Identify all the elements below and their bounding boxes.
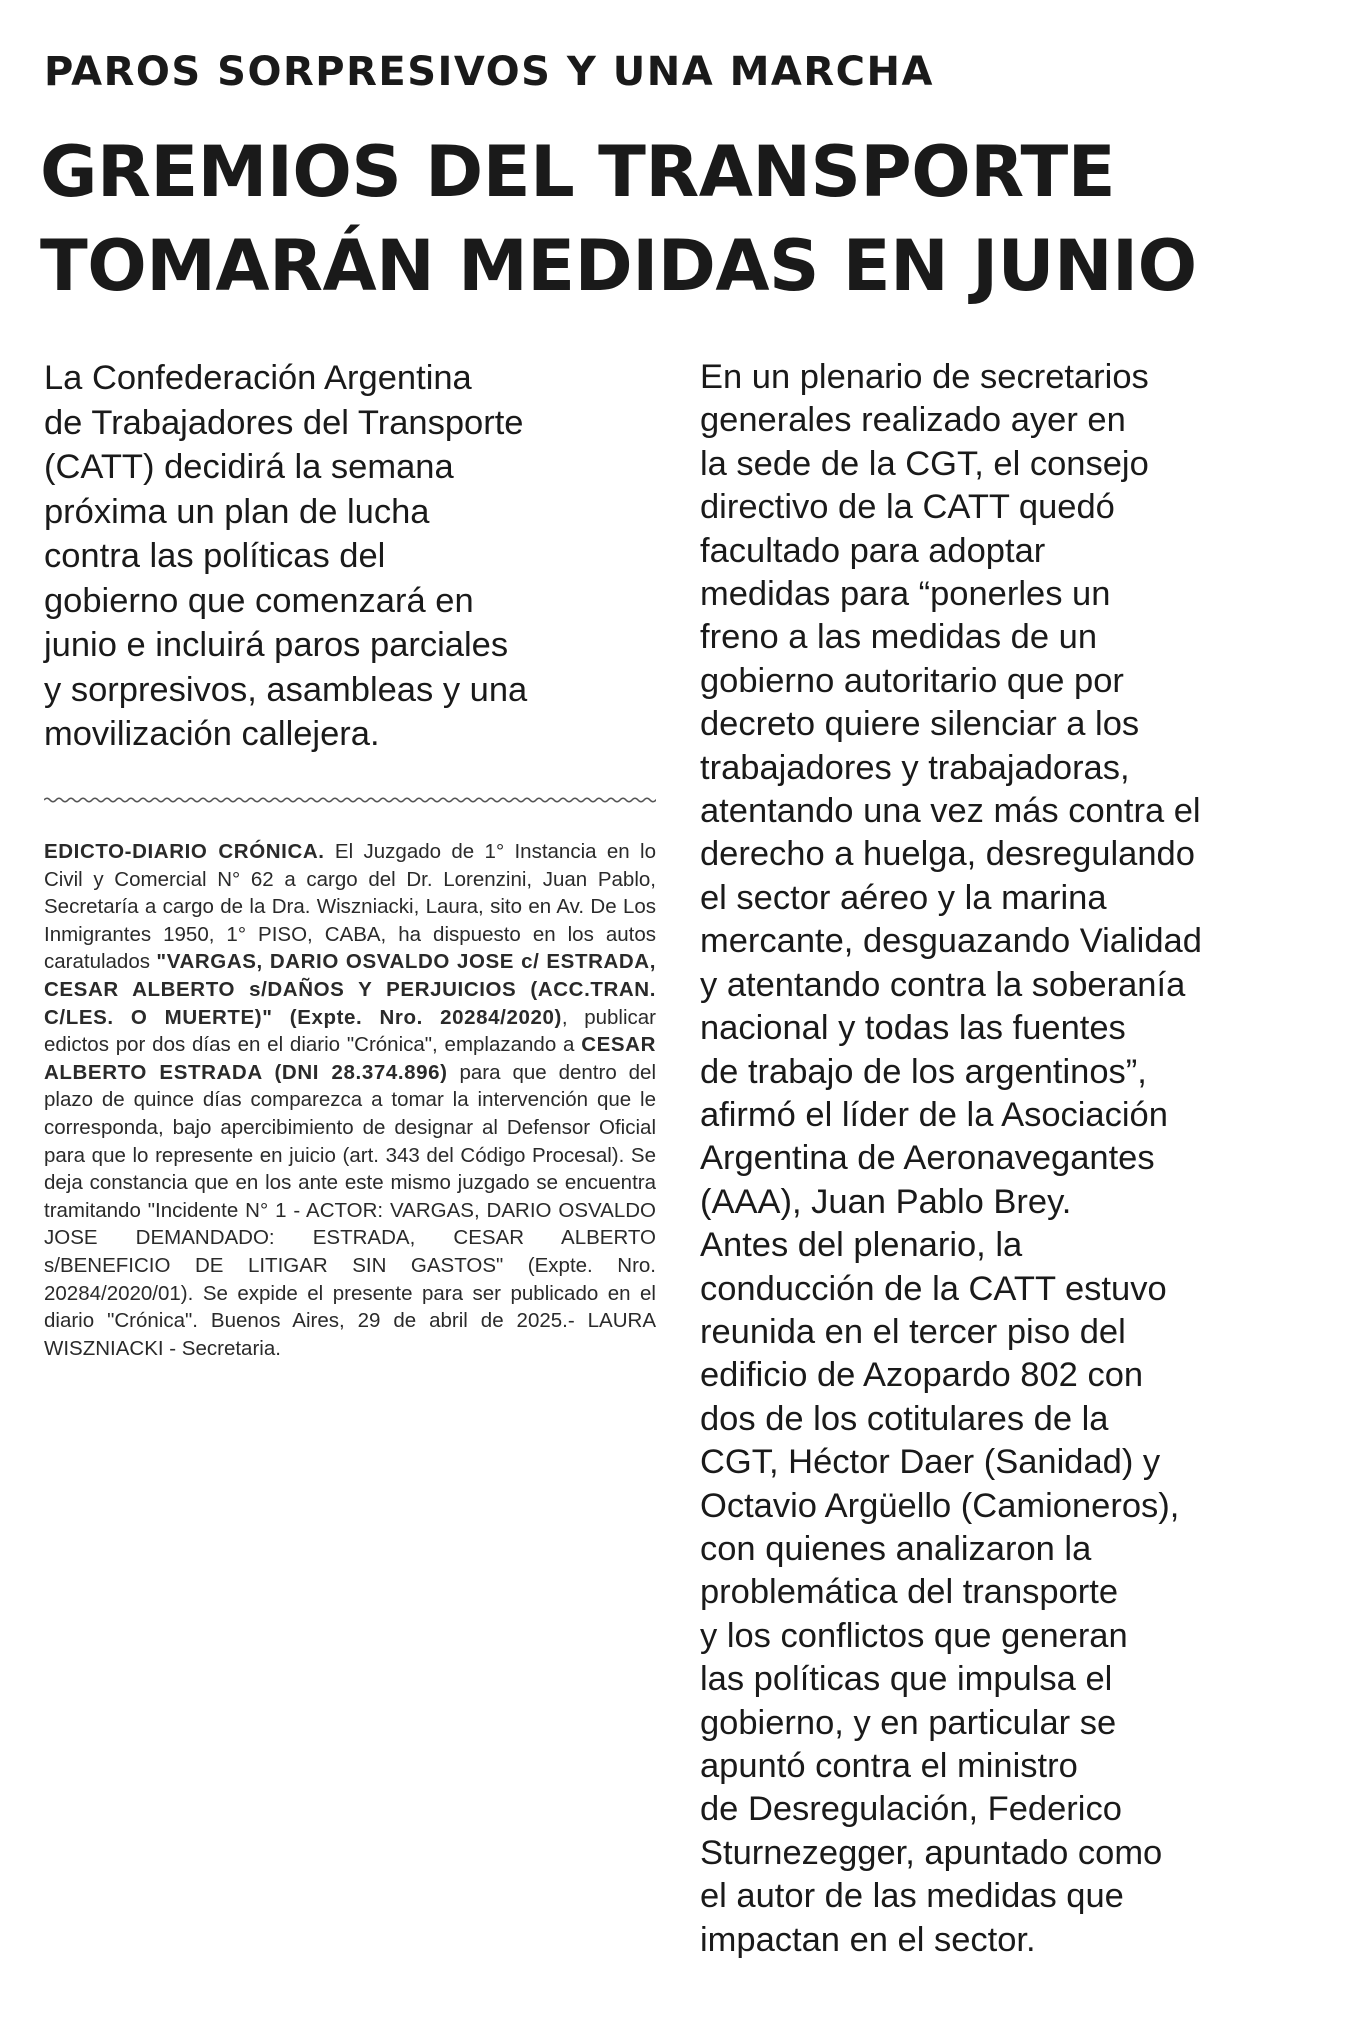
lead-line: próxima un plan de lucha [44,492,430,531]
body-line: impactan en el sector. [700,1920,1036,1959]
edict-heading: EDICTO-DIARIO CRÓNICA. [44,840,325,863]
body-line: dos de los cotitulares de la [700,1399,1109,1438]
edict-text-3: para que dentro del plazo de quince días comparezca a tomar la intervención que le corresponda, bajo apercibimiento de designar al Defensor Oficial para que lo represente en juicio (art. 343 del Código Procesal). Se deja constancia que en los ante este mismo juzgado se encuentra tramitando "Incidente N° 1 - ACTOR: VARGAS, DARIO OSVALDO JOSE DEMANDADO: ESTRADA, CESAR ALBERTO s/BENEFICIO DE LITIGAR SIN GASTOS" (Expte. Nro. 20284/2020/01). Se expide el presente para ser publicado en el diario "Crónica". Buenos Aires, 29 de abril de 2025.- LAURA WISZNIACKI - Secretaria. [44,1060,656,1360]
body-line: decreto quiere silenciar a los [700,705,1140,744]
body-line: la sede de la CGT, el consejo [700,444,1149,483]
lead-line: gobierno que comenzará en [44,581,474,620]
body-line: y atentando contra la soberanía [700,965,1186,1004]
body-line: medidas para “ponerles un [700,575,1111,614]
body-line: de Desregulación, Federico [700,1790,1122,1829]
kicker: PAROS SORPRESIVOS Y UNA MARCHA [44,49,934,95]
body-line: nacional y todas las fuentes [700,1009,1126,1048]
body-line: Argentina de Aeronavegantes [700,1139,1155,1178]
headline-line-2: TOMARÁN MEDIDAS EN JUNIO [40,225,1197,307]
body-line: y los conflictos que generan [700,1616,1128,1655]
lead-line: junio e incluirá paros parciales [44,626,509,664]
headline [40,125,1197,313]
lead-line: de Trabajadores del Transporte [44,403,524,442]
body-line: apuntó contra el ministro [700,1747,1078,1785]
body-line: derecho a huelga, desregulando [700,835,1195,874]
body-line: con quienes analizaron la [700,1529,1092,1568]
lead-line: movilización callejera. [44,715,380,753]
body-line: problemática del transporte [700,1573,1119,1612]
body-line: directivo de la CATT quedó [700,488,1115,527]
body-line: facultado para adoptar [700,531,1046,570]
edict-text-2: , publicar edictos por dos días en el diario "Crónica", emplazando a [44,1005,656,1057]
body-line: trabajadores y trabajadoras, [700,748,1130,787]
wavy-divider [44,795,656,805]
body-line: gobierno, y en particular se [700,1703,1117,1742]
body-line: gobierno autoritario que por [700,661,1124,700]
lead-paragraph [44,356,684,757]
body-line: En un plenario de secretarios [700,358,1149,396]
edict-text-1: El Juzgado de 1° Instancia en lo Civil y Comercial N° 62 a cargo del Dr. Lorenzini, Juan Pablo, Secretaría a cargo de la Dra. Wiszniacki, Laura, sito en Av. De Los Inmigrantes 1950, 1° PISO, CABA, ha dispuesto en los autos caratulados [44,840,657,974]
body-line: edificio de Azopardo 802 con [700,1356,1144,1395]
body-line: mercante, desguazando Vialidad [700,922,1202,961]
body-line: de trabajo de los argentinos”, [700,1052,1147,1091]
body-line: Octavio Argüello (Camioneros), [700,1486,1180,1525]
headline-line-1: GREMIOS DEL TRANSPORTE [40,131,1116,213]
body-line: reunida en el tercer piso del [700,1312,1126,1351]
body-line: las políticas que impulsa el [700,1660,1113,1699]
edict-defendant: CESAR ALBERTO ESTRADA (DNI 28.374.896) [44,1033,656,1084]
body-line: conducción de la CATT estuvo [700,1269,1167,1308]
article-body [700,356,1320,1962]
body-line: atentando una vez más contra el [700,792,1201,831]
lead-line: La Confederación Argentina [44,359,472,397]
body-line: (AAA), Juan Pablo Brey. [700,1182,1072,1221]
lead-line: y sorpresivos, asambleas y una [44,670,528,709]
legal-edict [44,838,656,1362]
body-line: CGT, Héctor Daer (Sanidad) y [700,1443,1161,1482]
body-line: el sector aéreo y la marina [700,878,1107,917]
body-line: generales realizado ayer en [700,401,1126,440]
body-line: afirmó el líder de la Asociación [700,1095,1168,1134]
lead-line: contra las políticas del [44,537,386,575]
body-line: freno a las medidas de un [700,618,1098,657]
lead-line: (CATT) decidirá la semana [44,448,454,486]
edict-case-title: "VARGAS, DARIO OSVALDO JOSE c/ ESTRADA, CESAR ALBERTO s/DAÑOS Y PERJUICIOS (ACC.TRAN. C/LES. O MUERTE)" (Expte. Nro. 20284/2020) [44,950,656,1029]
body-line: Sturnezegger, apuntado como [700,1833,1163,1872]
body-line: el autor de las medidas que [700,1877,1124,1916]
body-line: Antes del plenario, la [700,1226,1023,1265]
